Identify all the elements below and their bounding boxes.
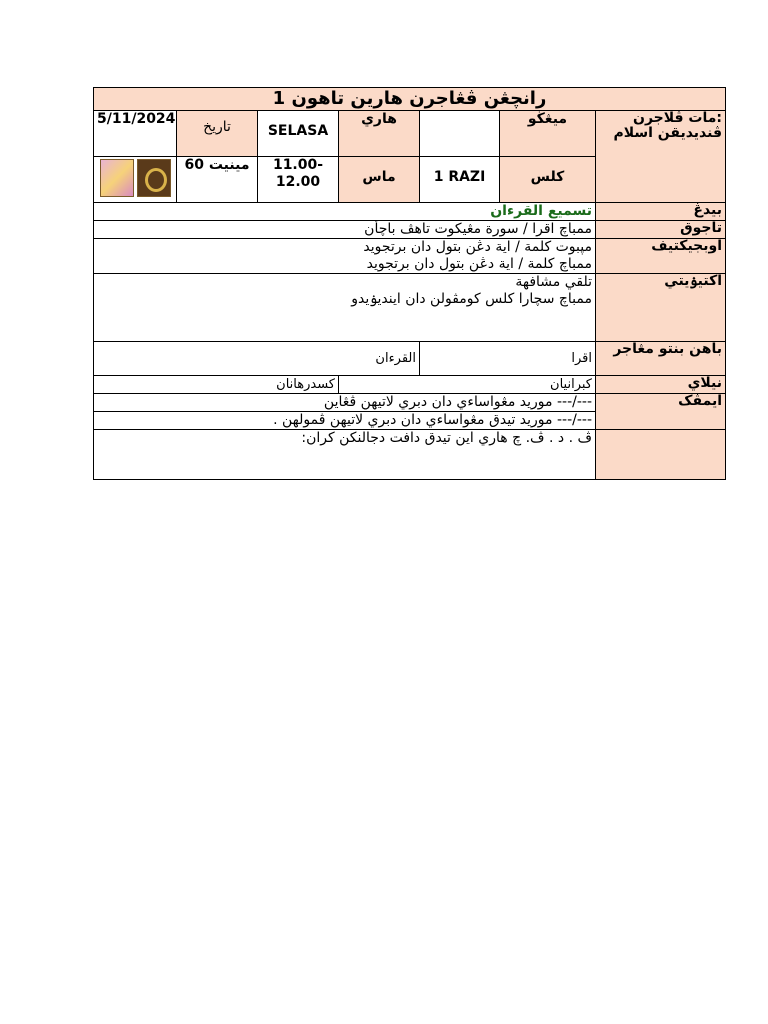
- nilai-col2: کسدرهانان: [94, 376, 339, 394]
- bidang-label: بيدڠ: [596, 203, 726, 221]
- subject-title: :مات ڤلاجرن ڤنديديقن اسلام: [596, 111, 726, 203]
- nilai-col1: کبرانيان: [339, 376, 596, 394]
- impak-label: ايمڤک: [596, 394, 726, 430]
- pdp-label-cell: [596, 430, 726, 480]
- week-label: ميڠڬو: [500, 111, 596, 157]
- day-value: SELASA: [258, 111, 339, 157]
- bidang-value: تسميع القرءان: [94, 203, 596, 221]
- iqra-book-image: [100, 159, 134, 197]
- class-label: کلس: [500, 157, 596, 203]
- lesson-plan-sheet: [93, 87, 725, 480]
- date-label: تاريخ: [177, 111, 258, 157]
- bahan-col1: اقرا: [420, 342, 596, 376]
- nilai-label: نيلاي: [596, 376, 726, 394]
- duration-value: 60 مينيت: [177, 157, 258, 203]
- date-value: 5/11/2024: [94, 111, 177, 157]
- impak-line-2: ---/--- موريد تيدق مڠواساءي دان دبري لاتيهن ڤمولهن .: [94, 412, 596, 430]
- class-value: 1 RAZI: [420, 157, 500, 203]
- page-title: رانچڠن ڤڠاجرن هارين تاهون 1: [94, 88, 726, 111]
- aktiviti-value: [94, 274, 596, 342]
- quran-book-image: [137, 159, 171, 197]
- objektif-value: [94, 239, 596, 274]
- image-cell: [94, 157, 177, 203]
- objektif-line: مپبوت کلمة / اية دڠن بتول دان برتجويد: [363, 239, 592, 255]
- objektif-line: ممباچ کلمة / اية دڠن بتول دان برتجويد: [366, 256, 592, 272]
- objektif-label: اوبجيکتيف: [596, 239, 726, 274]
- pdp-note: ڤ . د . ڤ. چ هاري اين تيدق دافت دجالنکن کران:: [94, 430, 596, 480]
- impak-line-1: ---/--- موريد مڠواساءي دان دبري لاتيهن ڤڠاين: [94, 394, 596, 412]
- week-value: [420, 111, 500, 157]
- aktiviti-line: ممباچ سچارا کلس کومڤولن دان اينديۏيدو: [351, 291, 592, 307]
- bahan-label: باهن بنتو مڠاجر: [596, 342, 726, 376]
- aktiviti-label: اکتيۏيتي: [596, 274, 726, 342]
- aktiviti-line: تلقي مشافهة: [515, 274, 592, 290]
- tajuk-value: ممباچ اقرا / سورة مڠيکوت تاهڤ باچأن: [94, 221, 596, 239]
- tajuk-label: تاجوق: [596, 221, 726, 239]
- time-label: ماس: [339, 157, 420, 203]
- lesson-plan-table: [93, 87, 726, 480]
- time-value: 11.00-12.00: [258, 157, 339, 203]
- bahan-col2: القرءان: [94, 342, 420, 376]
- day-label: هاري: [339, 111, 420, 157]
